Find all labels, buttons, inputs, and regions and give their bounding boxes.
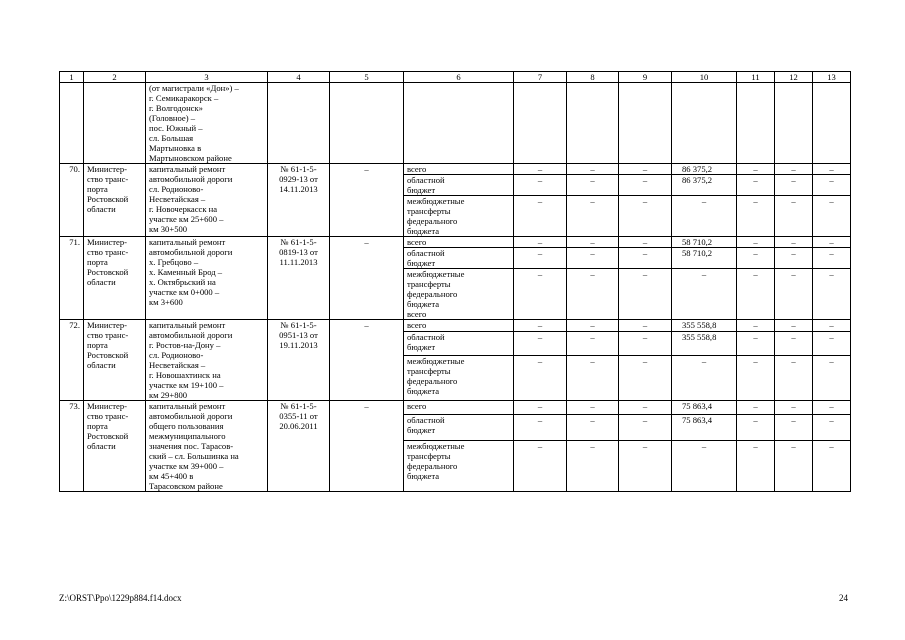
text-line: 11.11.2013 xyxy=(279,257,318,267)
customer-cell xyxy=(84,237,146,320)
value-cell: – xyxy=(619,269,672,320)
text-line: сл. Родионово- xyxy=(149,184,204,194)
value-cell: – xyxy=(813,237,851,248)
text-line: Тарасовском районе xyxy=(149,481,223,491)
text-line: трансферты xyxy=(407,365,451,376)
value-cell: – xyxy=(775,164,813,175)
value-cell: – xyxy=(567,414,619,440)
value-cell: – xyxy=(514,175,567,196)
text-line: ство транс- xyxy=(87,247,129,257)
text-line: 0819-13 от xyxy=(279,247,318,257)
text-line: 14.11.2013 xyxy=(279,184,318,194)
text-line: сл. Большая xyxy=(149,133,194,143)
funding-source-cell xyxy=(404,355,514,401)
value-cell: – xyxy=(775,332,813,355)
column-number-6: 6 xyxy=(404,72,514,83)
continuation-row xyxy=(60,83,851,164)
value-cell: – xyxy=(567,248,619,269)
value-cell: 75 863,4 xyxy=(672,401,737,415)
value-cell: – xyxy=(775,248,813,269)
footer-page-number: 24 xyxy=(839,593,848,603)
value-cell: – xyxy=(514,248,567,269)
text-line: бюджета xyxy=(407,470,440,481)
value-cell: – xyxy=(737,355,775,401)
text-line: Мартыновка в xyxy=(149,143,202,153)
value-cell: – xyxy=(737,332,775,355)
value-cell: – xyxy=(737,196,775,237)
value-cell: – xyxy=(567,440,619,491)
text-line: участке км 0+000 – xyxy=(149,287,220,297)
value-cell: – xyxy=(775,196,813,237)
continuation-object-cell xyxy=(146,83,268,164)
text-line: капитальный ремонт xyxy=(149,320,226,330)
text-line: трансферты xyxy=(407,279,451,289)
text-line: области xyxy=(87,204,116,214)
text-line: бюджет xyxy=(407,342,436,353)
value-cell: – xyxy=(813,332,851,355)
value-cell: – xyxy=(514,355,567,401)
text-line: Министер- xyxy=(87,237,127,247)
customer-cell xyxy=(84,320,146,401)
value-cell: 355 558,8 xyxy=(672,332,737,355)
column-number-5: 5 xyxy=(330,72,404,83)
text-line: Ростовской xyxy=(87,431,129,441)
value-cell: 86 375,2 xyxy=(672,175,737,196)
budget-table xyxy=(59,71,851,492)
column-number-1: 1 xyxy=(60,72,84,83)
funding-source-cell xyxy=(404,414,514,440)
value-cell: – xyxy=(813,440,851,491)
column-number-11: 11 xyxy=(737,72,775,83)
value-cell: 75 863,4 xyxy=(672,414,737,440)
column-number-row xyxy=(60,72,851,83)
text-line: межбюджетные xyxy=(407,440,465,451)
funding-source-cell xyxy=(404,196,514,237)
text-line: капитальный ремонт xyxy=(149,401,226,411)
text-line: капитальный ремонт xyxy=(149,164,226,174)
value-cell: – xyxy=(619,196,672,237)
value-cell: – xyxy=(619,237,672,248)
text-line: бюджета xyxy=(407,385,440,396)
text-line: областной xyxy=(407,175,445,185)
value-cell: 355 558,8 xyxy=(672,320,737,332)
object-cell xyxy=(146,164,268,237)
funding-source-cell xyxy=(404,269,514,320)
value-cell: – xyxy=(775,237,813,248)
value-cell: – xyxy=(619,440,672,491)
column-number-13: 13 xyxy=(813,72,851,83)
value-cell: – xyxy=(775,175,813,196)
value-cell: – xyxy=(567,269,619,320)
value-cell: – xyxy=(567,401,619,415)
text-line: федерального xyxy=(407,216,458,226)
object-cell xyxy=(146,320,268,401)
text-line: всего xyxy=(407,320,427,330)
value-cell: – xyxy=(567,196,619,237)
value-cell: – xyxy=(567,175,619,196)
text-line: участке км 39+000 – xyxy=(149,461,224,471)
text-line: межбюджетные xyxy=(407,355,465,366)
text-line: № 61-1-5- xyxy=(280,164,317,174)
value-cell: – xyxy=(737,320,775,332)
text-line: Ростовской xyxy=(87,350,129,360)
value-cell: – xyxy=(619,164,672,175)
document-cell xyxy=(268,164,330,237)
column-number-10: 10 xyxy=(672,72,737,83)
value-cell: – xyxy=(514,269,567,320)
text-line: областной xyxy=(407,332,445,343)
funding-source-cell xyxy=(404,237,514,248)
value-cell: – xyxy=(567,320,619,332)
footer-file-path: Z:\ORST\Ppo\1229p884.f14.docx xyxy=(59,593,182,603)
column-number-7: 7 xyxy=(514,72,567,83)
text-line: трансферты xyxy=(407,450,451,461)
value-cell: – xyxy=(775,269,813,320)
value-cell: – xyxy=(813,248,851,269)
text-line: км 3+600 xyxy=(149,297,183,307)
table-row xyxy=(60,401,851,415)
value-cell: – xyxy=(619,332,672,355)
column-number-12: 12 xyxy=(775,72,813,83)
value-cell: – xyxy=(514,196,567,237)
text-line: Министер- xyxy=(87,164,127,174)
text-line: области xyxy=(87,441,116,451)
funding-source-cell xyxy=(404,332,514,355)
text-line: области xyxy=(87,277,116,287)
value-cell: – xyxy=(813,164,851,175)
column-number-4: 4 xyxy=(268,72,330,83)
text-line: пос. Южный – xyxy=(149,123,203,133)
text-line: капитальный ремонт xyxy=(149,237,226,247)
col5-cell: – xyxy=(330,401,404,492)
value-cell: – xyxy=(737,401,775,415)
column-number-9: 9 xyxy=(619,72,672,83)
value-cell: – xyxy=(514,401,567,415)
value-cell: – xyxy=(514,332,567,355)
table-row xyxy=(60,164,851,175)
value-cell: – xyxy=(737,414,775,440)
row-number: 71. xyxy=(60,237,84,320)
text-line: ский – сл. Большинка на xyxy=(149,451,239,461)
value-cell: – xyxy=(813,401,851,415)
value-cell: 58 710,2 xyxy=(672,248,737,269)
value-cell: – xyxy=(514,237,567,248)
value-cell: – xyxy=(567,164,619,175)
text-line: порта xyxy=(87,340,108,350)
value-cell: – xyxy=(775,355,813,401)
column-number-3: 3 xyxy=(146,72,268,83)
text-line: областной xyxy=(407,248,445,258)
value-cell: – xyxy=(737,440,775,491)
row-number: 72. xyxy=(60,320,84,401)
funding-source-cell xyxy=(404,175,514,196)
value-cell: – xyxy=(619,401,672,415)
text-line: 0929-13 от xyxy=(279,174,318,184)
text-line: Несветайская – xyxy=(149,194,206,204)
text-line: г. Волгодонск» xyxy=(149,103,203,113)
value-cell: – xyxy=(672,440,737,491)
text-line: федерального xyxy=(407,375,458,386)
funding-source-cell xyxy=(404,320,514,332)
text-line: Мартыновском районе xyxy=(149,153,232,163)
text-line: порта xyxy=(87,257,108,267)
text-line: автомобильной дороги xyxy=(149,247,233,257)
text-line: всего xyxy=(407,237,427,247)
text-line: (Головное) – xyxy=(149,113,196,123)
object-cell xyxy=(146,401,268,492)
text-line: всего xyxy=(407,164,427,174)
text-line: порта xyxy=(87,184,108,194)
text-line: трансферты xyxy=(407,206,451,216)
funding-source-cell xyxy=(404,440,514,491)
text-line: км 45+400 в xyxy=(149,471,194,481)
value-cell: – xyxy=(775,320,813,332)
text-line: х. Октябрьский на xyxy=(149,277,216,287)
document-cell xyxy=(268,401,330,492)
col5-cell: – xyxy=(330,237,404,320)
text-line: федерального xyxy=(407,460,458,471)
value-cell: – xyxy=(775,440,813,491)
text-line: всего xyxy=(407,309,427,319)
row-number: 73. xyxy=(60,401,84,492)
column-number-8: 8 xyxy=(567,72,619,83)
text-line: 19.11.2013 xyxy=(279,340,318,350)
value-cell: – xyxy=(672,269,737,320)
value-cell: – xyxy=(813,269,851,320)
value-cell: – xyxy=(567,332,619,355)
funding-source-cell xyxy=(404,401,514,415)
text-line: области xyxy=(87,360,116,370)
value-cell: – xyxy=(619,248,672,269)
value-cell: – xyxy=(775,401,813,415)
customer-cell xyxy=(84,401,146,492)
column-number-2: 2 xyxy=(84,72,146,83)
text-line: 0951-13 от xyxy=(279,330,318,340)
text-line: км 30+500 xyxy=(149,224,188,234)
text-line: Ростовской xyxy=(87,194,129,204)
row-number: 70. xyxy=(60,164,84,237)
value-cell: – xyxy=(672,355,737,401)
text-line: бюджета xyxy=(407,226,440,236)
text-line: ство транс- xyxy=(87,330,129,340)
value-cell: – xyxy=(813,355,851,401)
value-cell: – xyxy=(737,248,775,269)
customer-cell xyxy=(84,164,146,237)
text-line: ство транс- xyxy=(87,174,129,184)
value-cell: – xyxy=(514,414,567,440)
text-line: участке км 25+600 – xyxy=(149,214,224,224)
text-line: ство транс- xyxy=(87,411,129,421)
text-line: общего пользования xyxy=(149,421,224,431)
value-cell: – xyxy=(514,320,567,332)
text-line: Министер- xyxy=(87,401,127,411)
value-cell: – xyxy=(737,175,775,196)
text-line: межмуниципального xyxy=(149,431,226,441)
text-line: Ростовской xyxy=(87,267,129,277)
text-line: № 61-1-5- xyxy=(280,320,317,330)
text-line: Министер- xyxy=(87,320,127,330)
text-line: г. Новочеркасск на xyxy=(149,204,218,214)
text-line: автомобильной дороги xyxy=(149,411,233,421)
object-cell xyxy=(146,237,268,320)
text-line: участке км 19+100 – xyxy=(149,380,224,390)
value-cell: – xyxy=(619,175,672,196)
funding-source-cell xyxy=(404,248,514,269)
text-line: сл. Родионово- xyxy=(149,350,204,360)
value-cell: – xyxy=(619,320,672,332)
text-line: автомобильной дороги xyxy=(149,174,233,184)
text-line: Несветайская – xyxy=(149,360,206,370)
text-line: 0355-11 от xyxy=(279,411,318,421)
value-cell: – xyxy=(672,196,737,237)
text-line: бюджет xyxy=(407,424,436,435)
text-line: бюджета xyxy=(407,299,440,309)
col5-cell: – xyxy=(330,164,404,237)
value-cell: 86 375,2 xyxy=(672,164,737,175)
text-line: автомобильной дороги xyxy=(149,330,233,340)
text-line: бюджет xyxy=(407,185,436,195)
text-line: х. Гребцово – xyxy=(149,257,199,267)
document-cell xyxy=(268,237,330,320)
value-cell: – xyxy=(813,196,851,237)
text-line: областной xyxy=(407,414,445,425)
table-row xyxy=(60,320,851,332)
table-row xyxy=(60,237,851,248)
value-cell: – xyxy=(737,269,775,320)
text-line: бюджет xyxy=(407,258,436,268)
text-line: всего xyxy=(407,401,427,411)
value-cell: – xyxy=(813,414,851,440)
text-line: г. Новошахтинск на xyxy=(149,370,221,380)
value-cell: – xyxy=(514,440,567,491)
value-cell: 58 710,2 xyxy=(672,237,737,248)
text-line: федерального xyxy=(407,289,458,299)
value-cell: – xyxy=(813,175,851,196)
text-line: межбюджетные xyxy=(407,269,465,279)
text-line: г. Семикаракорск – xyxy=(149,93,219,103)
funding-source-cell xyxy=(404,164,514,175)
value-cell: – xyxy=(567,237,619,248)
value-cell: – xyxy=(775,414,813,440)
col5-cell: – xyxy=(330,320,404,401)
text-line: № 61-1-5- xyxy=(280,237,317,247)
value-cell: – xyxy=(619,355,672,401)
document-cell xyxy=(268,320,330,401)
text-line: значения пос. Тарасов- xyxy=(149,441,234,451)
value-cell: – xyxy=(567,355,619,401)
text-line: г. Ростов-на-Дону – xyxy=(149,340,221,350)
value-cell: – xyxy=(813,320,851,332)
text-line: межбюджетные xyxy=(407,196,465,206)
text-line: х. Каменный Брод – xyxy=(149,267,223,277)
text-line: (от магистрали «Дон») – xyxy=(149,83,239,93)
value-cell: – xyxy=(737,164,775,175)
text-line: порта xyxy=(87,421,108,431)
value-cell: – xyxy=(514,164,567,175)
text-line: км 29+800 xyxy=(149,390,188,400)
value-cell: – xyxy=(619,414,672,440)
text-line: 20.06.2011 xyxy=(279,421,318,431)
value-cell: – xyxy=(737,237,775,248)
text-line: № 61-1-5- xyxy=(280,401,317,411)
